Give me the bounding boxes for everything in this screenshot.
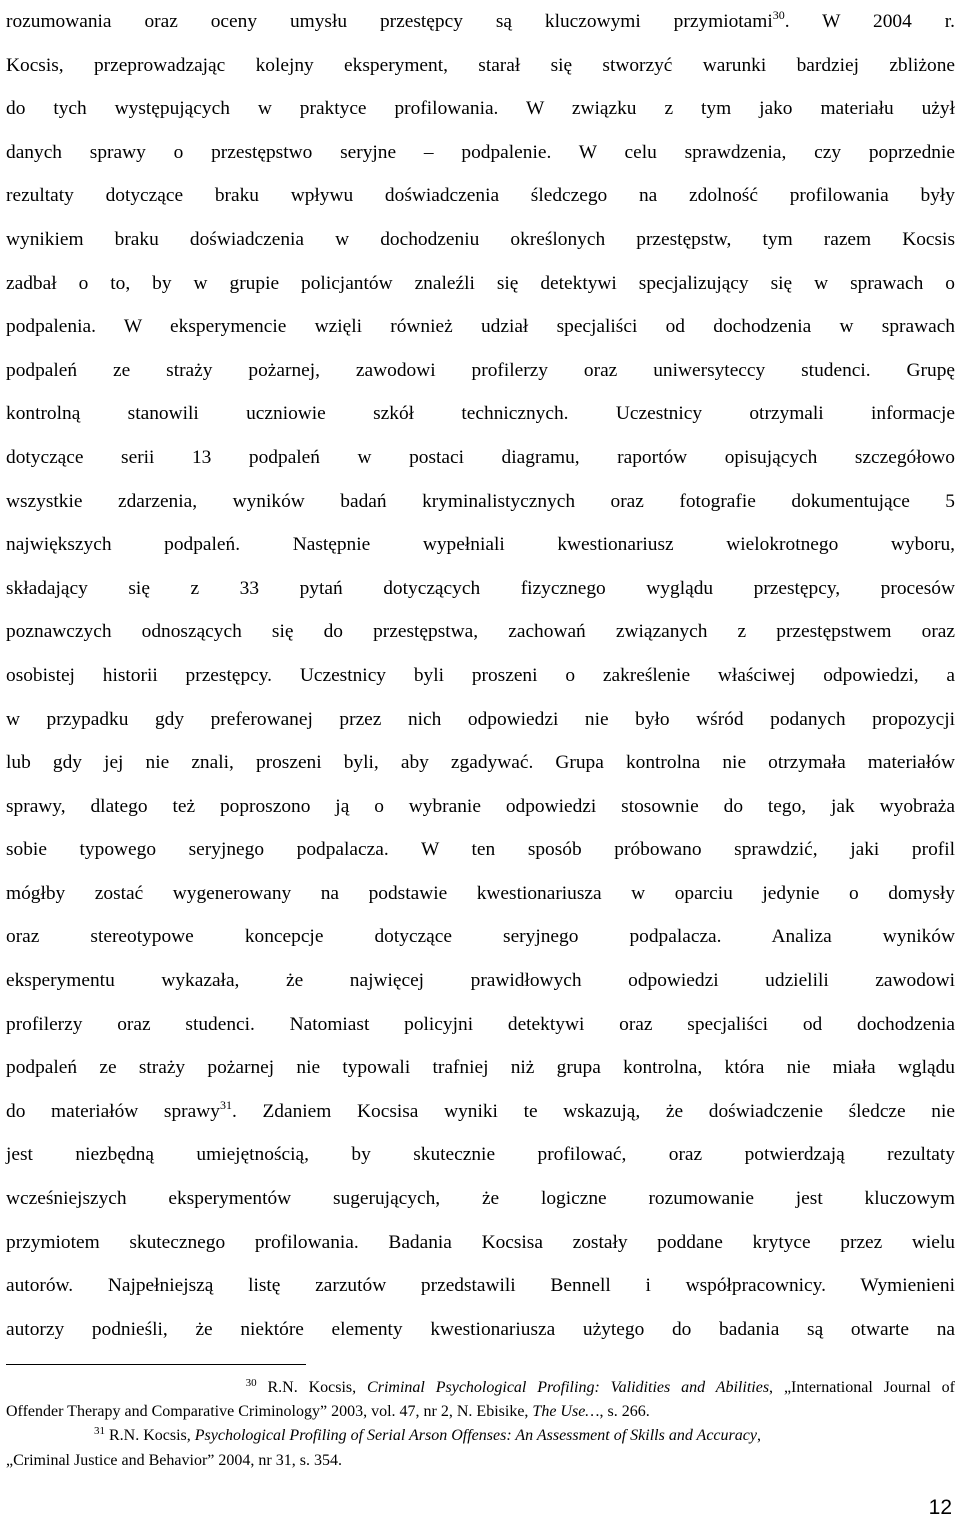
cited-title: The Use… xyxy=(532,1403,600,1421)
text-line: kontrolną stanowili uczniowie szkół technicznych. Uczestnicy otrzymali informacje xyxy=(6,403,955,425)
text-run: Offender Therapy and Comparative Criminology” 2003, vol. 47, nr 2, N. Ebisike, xyxy=(6,1403,533,1421)
text-line: największych podpaleń. Następnie wypełniali kwestionariusz wielokrotnego wyboru, xyxy=(6,534,955,556)
cited-title: Criminal Psychological Profiling: Validities and Abilities xyxy=(367,1379,770,1396)
text-line: sobie typowego seryjnego podpalacza. W ten sposób próbowano sprawdzić, jaki profil xyxy=(6,839,955,861)
text-line: lub gdy jej nie znali, proszeni byli, aby zgadywać. Grupa kontrolna nie otrzymała materiałów xyxy=(6,752,955,774)
text-line: jest niezbędną umiejętnością, by skutecznie profilować, oraz potwierdzają rezultaty xyxy=(6,1144,955,1166)
text-line: poznawczych odnoszących się do przestępstwa, zachowań związanych z przestępstwem oraz xyxy=(6,621,955,643)
text-line: danych sprawy o przestępstwo seryjne – podpalenie. W celu sprawdzenia, czy poprzednie xyxy=(6,141,955,163)
text-line: w przypadku gdy preferowanej przez nich odpowiedzi nie było wśród podanych propozycji xyxy=(6,708,955,730)
text-line: sprawy, dlatego też poproszono ją o wybranie odpowiedzi stosownie do tego, jak wyobraża xyxy=(6,795,955,817)
text-run: , s. 266. xyxy=(599,1403,650,1421)
footnote-31-cont: „Criminal Justice and Behavior” 2004, nr 31, s. 354. xyxy=(6,1451,342,1469)
text-line: eksperymentu wykazała, że najwięcej prawidłowych odpowiedzi udzielili zawodowi xyxy=(6,970,955,992)
footnote-number: 30 xyxy=(245,1377,257,1389)
text-line: zadbał o to, by w grupie policjantów znaleźli się detektywi specjalizujący się w sprawach o xyxy=(6,272,955,294)
text-line: profilerzy oraz studenci. Natomiast policyjni detektywi oraz specjaliści od dochodzenia xyxy=(6,1013,955,1035)
page-number: 12 xyxy=(928,1496,952,1519)
body-text xyxy=(6,0,955,1351)
text-line: przymiotem skutecznego profilowania. Badania Kocsisa zostały poddane krytyce przez wielu xyxy=(6,1231,955,1253)
text-line: podpaleń ze straży pożarnej nie typowali trafniej niż grupa kontrolna, która nie miała wglądu xyxy=(6,1057,955,1079)
footnote-30 xyxy=(6,1376,955,1400)
footnote-ref-31[interactable]: 31 xyxy=(219,1097,232,1112)
text-line: wynikiem braku doświadczenia w dochodzeniu określonych przestępstw, tym razem Kocsis xyxy=(6,228,955,250)
text-line: składający się z 33 pytań dotyczących fizycznego wyglądu przestępcy, procesów xyxy=(6,577,955,599)
text-run: , „International Journal of xyxy=(769,1379,955,1396)
footnotes xyxy=(6,1376,955,1473)
text-run: R.N. Kocsis, xyxy=(105,1427,195,1445)
text-line: wcześniejszych eksperymentów sugerujących, że logiczne rozumowanie jest kluczowym xyxy=(6,1188,955,1210)
cited-title: Psychological Profiling of Serial Arson Offenses: An Assessment of Skills and Accuracy xyxy=(194,1427,757,1445)
footnote-ref-30[interactable]: 30 xyxy=(772,8,785,22)
text-run: do materiałów sprawy xyxy=(6,1100,220,1122)
text-line: autorzy podnieśli, że niektóre elementy kwestionariusza użytego do badania są otwarte na xyxy=(6,1318,955,1340)
text-run: , xyxy=(756,1427,761,1445)
text-line: mógłby zostać wygenerowany na podstawie kwestionariusza w oparciu jedynie o domysły xyxy=(6,882,955,904)
text-line: podpaleń ze straży pożarnej, zawodowi profilerzy oraz uniwersyteccy studenci. Grupę xyxy=(6,359,955,381)
text-line: do tych występujących w praktyce profilowania. W związku z tym jako materiału użył xyxy=(6,98,955,120)
text-line: podpalenia. W eksperymencie wzięli również udział specjaliści od dochodzenia w sprawach xyxy=(6,316,955,338)
text-line: Kocsis, przeprowadzając kolejny eksperyment, starał się stworzyć warunki bardziej zbliżone xyxy=(6,54,955,76)
text-line: rezultaty dotyczące braku wpływu doświadczenia śledczego na zdolność profilowania były xyxy=(6,185,955,207)
text-run: . Zdaniem Kocsisa wyniki te wskazują, że doświadczenie śledcze nie xyxy=(231,1100,955,1122)
text-line xyxy=(6,1090,955,1134)
text-line: osobistej historii przestępcy. Uczestnicy byli proszeni o zakreślenie właściwej odpowiedzi, a xyxy=(6,664,955,686)
footnote-30-cont xyxy=(6,1400,955,1424)
text-line: autorów. Najpełniejszą listę zarzutów przedstawili Bennell i współpracownicy. Wymienieni xyxy=(6,1275,955,1297)
footnote-31 xyxy=(6,1424,955,1448)
text-run: rozumowania oraz oceny umysłu przestępcy są kluczowymi przymiotami xyxy=(6,11,773,32)
text-run: R.N. Kocsis, xyxy=(256,1379,368,1396)
text-run: . W 2004 r. xyxy=(784,11,955,32)
text-line: wszystkie zdarzenia, wyników badań kryminalistycznych oraz fotografie dokumentujące 5 xyxy=(6,490,955,512)
footnote-separator xyxy=(6,1364,306,1365)
text-line: oraz stereotypowe koncepcje dotyczące seryjnego podpalacza. Analiza wyników xyxy=(6,926,955,948)
text-line: dotyczące serii 13 podpaleń w postaci diagramu, raportów opisujących szczegółowo xyxy=(6,446,955,468)
footnote-number: 31 xyxy=(94,1425,105,1438)
text-line xyxy=(6,0,955,44)
